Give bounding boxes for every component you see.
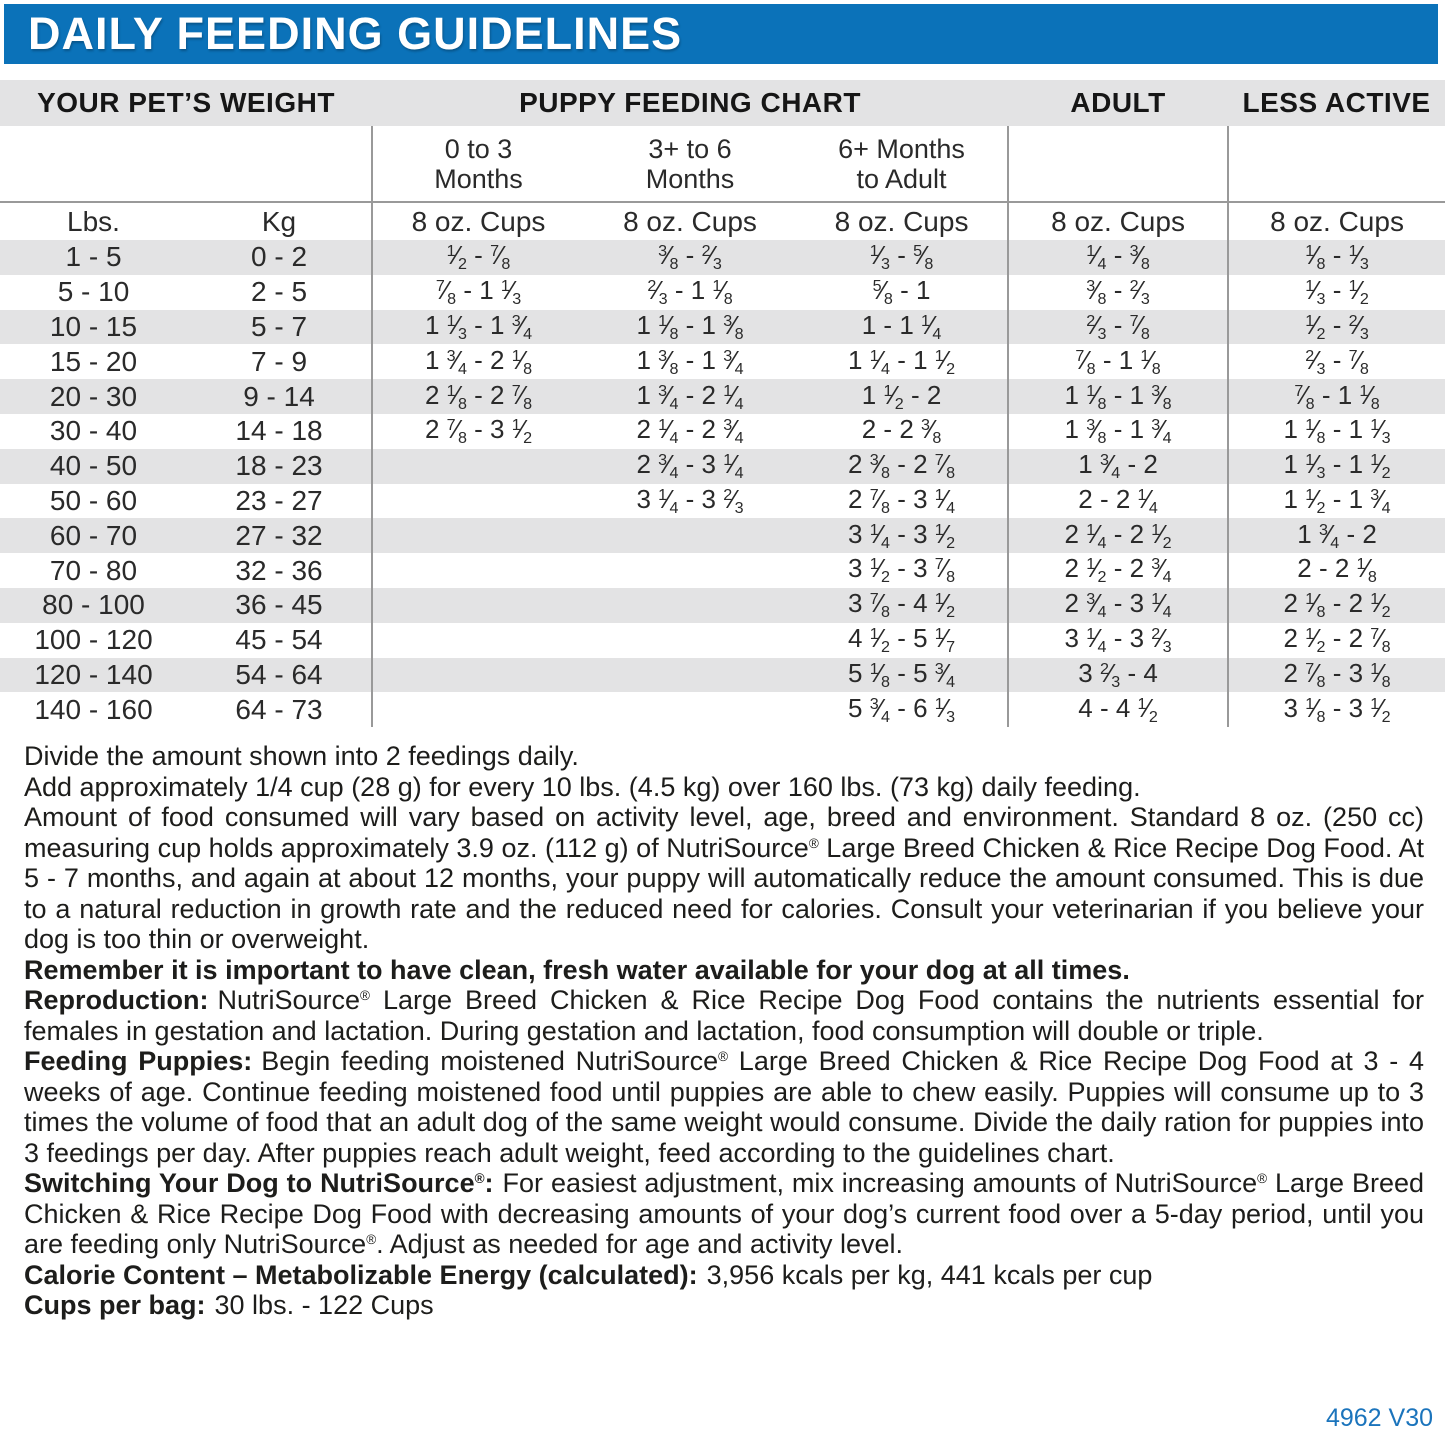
- serving-value-cell: 2 $^1$⁄2 - 2 $^7$⁄8: [1228, 623, 1445, 658]
- weight-kg-cell: 36 - 45: [235, 589, 323, 621]
- table-row: [0, 518, 1445, 553]
- doc-code: 4962 V30: [1325, 1404, 1433, 1432]
- weight-lbs-cell: 15 - 20: [49, 345, 138, 377]
- serving-value-cell: $^7$⁄8 - 1 $^1$⁄3: [372, 275, 584, 310]
- serving-value-cell: $^1$⁄3 - $^1$⁄2: [1228, 275, 1445, 310]
- unit-cups: 8 oz. Cups: [623, 205, 757, 237]
- page-title: DAILY FEEDING GUIDELINES: [28, 8, 683, 59]
- section-feeding-puppies: [24, 1046, 1424, 1168]
- month-header-spacer: [0, 126, 372, 202]
- table-row: [0, 623, 1445, 658]
- weight-lbs-cell: 50 - 60: [49, 484, 138, 516]
- serving-value-cell: [372, 658, 584, 693]
- weight-kg-cell: 64 - 73: [235, 693, 323, 725]
- serving-value-cell: 1 $^3$⁄4 - 2 $^1$⁄4: [636, 379, 744, 413]
- note-bold-line: Remember it is important to have clean, fresh water available for your dog at all times.: [24, 954, 1130, 985]
- section-lead: Reproduction:: [24, 985, 209, 1015]
- serving-value-cell: 1 $^1$⁄4 - 1 $^1$⁄2: [848, 344, 956, 378]
- title-bar: [4, 4, 1438, 64]
- serving-value-cell: 1 $^3$⁄8 - 1 $^3$⁄4: [636, 344, 744, 378]
- unit-cups: 8 oz. Cups: [372, 202, 584, 240]
- serving-value-cell: $^5$⁄8 - 1: [872, 275, 931, 309]
- table-row: [0, 588, 1445, 623]
- serving-value-cell: 1 $^3$⁄4 - 2: [1228, 518, 1445, 553]
- table-row: [0, 379, 1445, 414]
- serving-value-cell: [372, 484, 584, 519]
- unit-kg: Kg: [261, 205, 297, 237]
- note-paragraph: Amount of food consumed will vary based on activity level, age, breed and environment. Standard 8 oz. (250 cc) measuring cup holds approximately 3.9 oz. (112 g) of NutriSource® Large Breed Chicken & Rice Recipe Dog Food. At 5 - 7 months, and again at about 12 months, your puppy will automatically reduce the amount consumed. This is due to a natural reduction in growth rate and the reduced need for calories. Consult your veterinarian if you believe your dog is too thin or overweight.: [24, 802, 1424, 954]
- cups-value: 30 lbs. - 122 Cups: [214, 1290, 434, 1320]
- weight-lbs-cell: 1 - 5: [65, 241, 122, 273]
- serving-value-cell: [584, 518, 796, 553]
- serving-value-cell: 2 - 2 $^3$⁄8: [861, 414, 942, 448]
- weight-kg-cell: 0 - 2: [250, 241, 308, 273]
- serving-value-cell: 4 - 4 $^1$⁄2: [1008, 692, 1228, 727]
- serving-value-cell: $^2$⁄3 - 1 $^1$⁄8: [647, 275, 733, 309]
- table-row: [0, 692, 1445, 727]
- serving-value-cell: 3 $^1$⁄2 - 3 $^7$⁄8: [848, 553, 956, 587]
- serving-value-cell: [584, 623, 796, 658]
- serving-value-cell: 4 $^1$⁄2 - 5 $^1$⁄7: [848, 623, 956, 657]
- header-your-pets-weight: YOUR PET’S WEIGHT: [37, 87, 335, 118]
- serving-value-cell: 1 $^1$⁄3 - 1 $^1$⁄2: [1228, 449, 1445, 484]
- serving-value-cell: 2 $^1$⁄4 - 2 $^1$⁄2: [1008, 518, 1228, 553]
- section-text: NutriSource® Large Breed Chicken & Rice Recipe Dog Food contains the nutrients essential for females in gestation and lactation. During gestation and lactation, food consumption will double or triple.: [24, 985, 1424, 1046]
- weight-lbs-cell: 20 - 30: [49, 380, 138, 412]
- serving-value-cell: 1 $^3$⁄4 - 2: [1008, 449, 1228, 484]
- footer-calorie-line: [24, 1260, 1424, 1291]
- serving-value-cell: 1 $^1$⁄3 - 1 $^3$⁄4: [372, 310, 584, 345]
- serving-value-cell: [372, 623, 584, 658]
- month-header-less-active-spacer: [1228, 126, 1445, 202]
- serving-value-cell: $^2$⁄3 - $^7$⁄8: [1228, 344, 1445, 379]
- weight-lbs-cell: 10 - 15: [49, 310, 138, 342]
- table-row: [0, 275, 1445, 310]
- serving-value-cell: 1 $^1$⁄8 - 1 $^3$⁄8: [636, 309, 744, 344]
- serving-value-cell: 3 $^1$⁄4 - 3 $^2$⁄3: [1008, 623, 1228, 658]
- serving-value-cell: $^1$⁄3 - $^5$⁄8: [869, 240, 934, 274]
- cups-lead: Cups per bag:: [24, 1290, 206, 1320]
- serving-value-cell: 5 $^3$⁄4 - 6 $^1$⁄3: [848, 692, 956, 726]
- serving-value-cell: $^3$⁄8 - $^2$⁄3: [1008, 275, 1228, 310]
- table-row: [0, 658, 1445, 693]
- note-line: Add approximately 1/4 cup (28 g) for every 10 lbs. (4.5 kg) over 160 lbs. (73 kg) daily feeding.: [24, 771, 1141, 802]
- serving-value-cell: $^1$⁄2 - $^2$⁄3: [1228, 310, 1445, 345]
- serving-value-cell: 2 $^1$⁄2 - 2 $^3$⁄4: [1008, 553, 1228, 588]
- serving-value-cell: 3 $^2$⁄3 - 4: [1008, 658, 1228, 693]
- note-line: Divide the amount shown into 2 feedings daily.: [24, 741, 579, 771]
- serving-value-cell: [372, 553, 584, 588]
- serving-value-cell: 2 $^7$⁄8 - 3 $^1$⁄8: [1228, 658, 1445, 693]
- serving-value-cell: $^1$⁄2 - $^7$⁄8: [372, 240, 584, 275]
- month-header-adult-spacer: [1008, 126, 1228, 202]
- table-row: [0, 484, 1445, 519]
- serving-value-cell: $^3$⁄8 - $^2$⁄3: [658, 240, 722, 274]
- serving-value-cell: 2 $^3$⁄8 - 2 $^7$⁄8: [848, 449, 956, 483]
- feeding-table: [0, 80, 1445, 727]
- unit-lbs: Lbs.: [67, 205, 120, 237]
- weight-kg-cell: 5 - 7: [250, 310, 308, 342]
- table-row: [0, 449, 1445, 484]
- calorie-value: 3,956 kcals per kg, 441 kcals per cup: [706, 1259, 1153, 1290]
- weight-lbs-cell: 60 - 70: [49, 519, 138, 551]
- weight-kg-cell: 9 - 14: [243, 380, 315, 412]
- units-row: [0, 202, 1445, 240]
- table-row: [0, 344, 1445, 379]
- serving-value-cell: [372, 518, 584, 553]
- serving-value-cell: 1 $^1$⁄2 - 2: [861, 379, 942, 413]
- serving-value-cell: [584, 553, 796, 588]
- weight-lbs-cell: 40 - 50: [49, 450, 138, 482]
- notes-block: [24, 741, 1424, 1321]
- serving-value-cell: 3 $^1$⁄4 - 3 $^2$⁄3: [636, 483, 744, 518]
- footer-cups-line: [24, 1290, 1424, 1321]
- serving-value-cell: 3 $^1$⁄8 - 3 $^1$⁄2: [1228, 692, 1445, 727]
- serving-value-cell: 2 - 2 $^1$⁄4: [1008, 484, 1228, 519]
- month-header-row: [0, 126, 1445, 202]
- header-adult: ADULT: [1070, 87, 1166, 118]
- weight-kg-cell: 54 - 64: [235, 658, 323, 690]
- serving-value-cell: 2 $^7$⁄8 - 3 $^1$⁄4: [848, 483, 956, 518]
- serving-value-cell: 2 $^3$⁄4 - 3 $^1$⁄4: [636, 449, 744, 483]
- month-header-3-6: 3+ to 6 Months: [584, 126, 796, 202]
- serving-value-cell: [584, 588, 796, 623]
- calorie-lead: Calorie Content – Metabolizable Energy (calculated):: [24, 1259, 698, 1290]
- serving-value-cell: 5 $^1$⁄8 - 5 $^3$⁄4: [848, 657, 956, 692]
- weight-lbs-cell: 30 - 40: [49, 415, 138, 447]
- weight-lbs-cell: 120 - 140: [34, 658, 153, 690]
- weight-kg-cell: 27 - 32: [235, 519, 323, 551]
- unit-cups: 8 oz. Cups: [834, 205, 969, 237]
- serving-value-cell: $^1$⁄8 - $^1$⁄3: [1228, 240, 1445, 275]
- weight-lbs-cell: 80 - 100: [42, 589, 145, 621]
- group-header-row: [0, 80, 1445, 126]
- serving-value-cell: 1 - 1 $^1$⁄4: [861, 309, 942, 344]
- section-reproduction: [24, 985, 1424, 1046]
- serving-value-cell: 2 $^1$⁄4 - 2 $^3$⁄4: [636, 414, 744, 448]
- header-less-active: LESS ACTIVE: [1242, 87, 1431, 118]
- weight-kg-cell: 14 - 18: [235, 415, 323, 447]
- serving-value-cell: 2 $^1$⁄8 - 2 $^7$⁄8: [372, 379, 584, 414]
- table-row: [0, 310, 1445, 345]
- weight-lbs-cell: 140 - 160: [34, 693, 153, 725]
- serving-value-cell: 1 $^3$⁄8 - 1 $^3$⁄4: [1008, 414, 1228, 449]
- month-header-0-3: 0 to 3 Months: [372, 126, 584, 202]
- serving-value-cell: 3 $^7$⁄8 - 4 $^1$⁄2: [848, 588, 956, 622]
- weight-kg-cell: 23 - 27: [235, 484, 323, 516]
- section-switching: [24, 1168, 1424, 1260]
- serving-value-cell: 2 $^1$⁄8 - 2 $^1$⁄2: [1228, 588, 1445, 623]
- serving-value-cell: 1 $^1$⁄2 - 1 $^3$⁄4: [1228, 484, 1445, 519]
- serving-value-cell: $^7$⁄8 - 1 $^1$⁄8: [1008, 344, 1228, 379]
- serving-value-cell: 2 $^3$⁄4 - 3 $^1$⁄4: [1008, 588, 1228, 623]
- month-header-6-adult: 6+ Months to Adult: [796, 126, 1008, 202]
- weight-lbs-cell: 100 - 120: [34, 624, 153, 656]
- serving-value-cell: [372, 449, 584, 484]
- serving-value-cell: 3 $^1$⁄4 - 3 $^1$⁄2: [848, 518, 956, 552]
- serving-value-cell: [584, 658, 796, 693]
- weight-kg-cell: 45 - 54: [235, 624, 323, 656]
- serving-value-cell: [372, 588, 584, 623]
- serving-value-cell: [372, 692, 584, 727]
- serving-value-cell: [584, 692, 796, 727]
- weight-kg-cell: 2 - 5: [250, 276, 308, 308]
- serving-value-cell: 1 $^3$⁄4 - 2 $^1$⁄8: [372, 344, 584, 379]
- weight-lbs-cell: 70 - 80: [49, 554, 138, 586]
- serving-value-cell: 2 $^7$⁄8 - 3 $^1$⁄2: [372, 414, 584, 449]
- serving-value-cell: $^2$⁄3 - $^7$⁄8: [1008, 310, 1228, 345]
- weight-kg-cell: 7 - 9: [250, 345, 308, 377]
- section-lead: Feeding Puppies:: [24, 1046, 253, 1076]
- section-lead: Switching Your Dog to NutriSource®:: [24, 1168, 494, 1198]
- table-row: [0, 240, 1445, 275]
- weight-kg-cell: 18 - 23: [235, 450, 323, 482]
- unit-cups: 8 oz. Cups: [1228, 202, 1445, 240]
- serving-value-cell: 2 - 2 $^1$⁄8: [1228, 553, 1445, 588]
- section-text: Begin feeding moistened NutriSource® Large Breed Chicken & Rice Recipe Dog Food at 3 - 4 weeks of age. Continue feeding moistened food until puppies are able to chew easily. Puppies will consume up to 3 times the volume of food that an adult dog of the same weight would consume. Divide the daily ration for puppies into 3 feedings per day. After puppies reach adult weight, feed according to the guidelines chart.: [24, 1046, 1424, 1168]
- serving-value-cell: 1 $^1$⁄8 - 1 $^3$⁄8: [1008, 379, 1228, 414]
- table-row: [0, 414, 1445, 449]
- serving-value-cell: $^7$⁄8 - 1 $^1$⁄8: [1228, 379, 1445, 414]
- weight-lbs-cell: 5 - 10: [57, 276, 130, 308]
- serving-value-cell: $^1$⁄4 - $^3$⁄8: [1008, 240, 1228, 275]
- serving-value-cell: 1 $^1$⁄8 - 1 $^1$⁄3: [1228, 414, 1445, 449]
- table-row: [0, 553, 1445, 588]
- header-puppy-feeding-chart: PUPPY FEEDING CHART: [519, 87, 861, 118]
- section-text: For easiest adjustment, mix increasing amounts of NutriSource® Large Breed Chicken & Rice Recipe Dog Food with decreasing amounts of your dog’s current food over a 5-day period, until you are feeding only NutriSource®. Adjust as needed for age and activity level.: [24, 1168, 1424, 1259]
- weight-kg-cell: 32 - 36: [235, 554, 323, 586]
- unit-cups: 8 oz. Cups: [1008, 202, 1228, 240]
